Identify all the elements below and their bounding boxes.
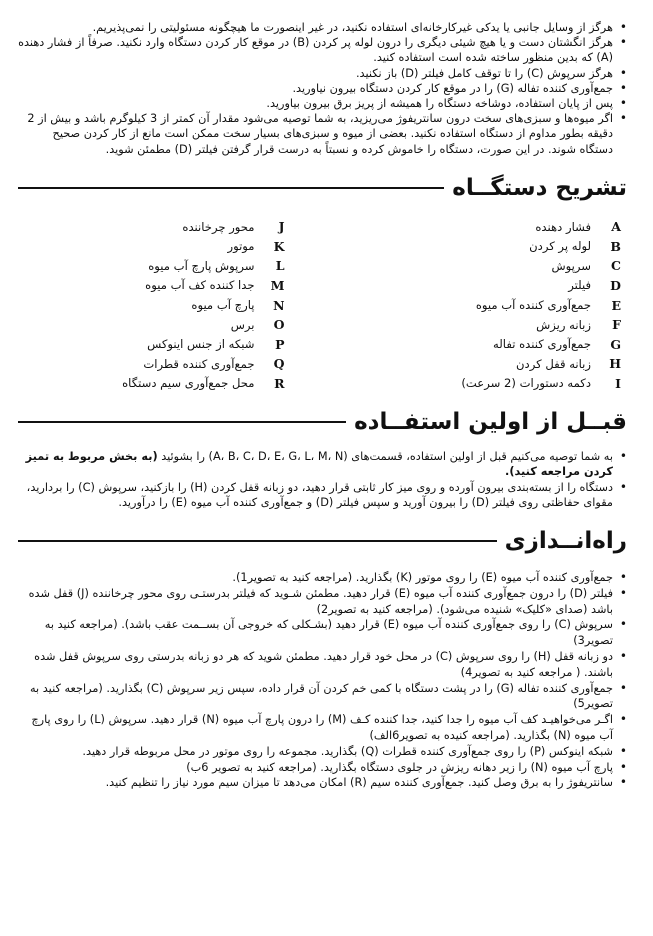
heading-rule [18, 421, 346, 423]
part-letter: E [611, 297, 621, 313]
part-item [355, 256, 622, 276]
heading-rule [18, 187, 444, 189]
part-name: زبانه ریزش [536, 317, 591, 332]
part-name: لوله پر کردن [529, 239, 591, 254]
warning-item: • هرگز از وسایل جانبی یا یدکی غیرکارخانه‌ای استفاده نکنید، در غیر اینصورت ما هیچگونه مسئولیتی را نمی‌پذیریم. [18, 20, 627, 35]
part-name: جمع‌آوری کننده آب میوه [475, 298, 591, 312]
section-heading-installation [18, 528, 627, 554]
part-item [18, 374, 285, 394]
part-letter: L [275, 258, 285, 274]
part-item [18, 315, 285, 335]
install-step: • اگـر می‌خواهیـد کف آب میوه را جدا کنید، جدا کننده کـف (M) را درون پارچ آب میوه (N) قرار دهید. سرپوش (L) را روی پارچ آب میوه (N) بگذارید. (مراجعه کنیده به تصویر6الف) [18, 712, 627, 744]
part-letter: M [270, 277, 285, 293]
part-item [18, 295, 285, 315]
cleaning-reference: (به بخش مربوط به تمیز کردن مراجعه کنید). [25, 450, 613, 479]
install-step: • جمع‌آوری کننده آب میوه (E) را روی موتور (K) بگذارید. (مراجعه کنید به تصویر1). [18, 570, 627, 586]
part-letter: A [611, 219, 621, 235]
part-letter: Q [273, 356, 285, 372]
warning-item: • اگر میوه‌ها و سبزی‌های سخت درون سانتریفوژ می‌ریزید، به شما توصیه می‌شود مقدار آن کمتر از 3 کیلوگرم باشد و بیش از 2 دقیقه بطور مداوم از دستگاه استفاده نکنید. بعضی از میوه و سبزی‌های بسیار سخت ممکن است مانع از کار کردن صحیح دستگاه شوند. در این صورت، دستگاه را خاموش کرده و نسبتاً به درست قرار گرفتن فیلتر (D) مطمئن شوید. [18, 111, 627, 157]
part-item [355, 354, 622, 374]
warning-item: • هرگز انگشتان دست و یا هیچ شیئی دیگری را درون لوله پر کردن (B) در موقع کار کردن دستگاه وارد نکنید. صرفاً از فشار دهنده (A) که بدین منظور ساخته شده است استفاده کنید. [18, 35, 627, 65]
warning-item: • جمع‌آوری کننده تفاله (G) را در موقع کار کردن دستگاه بیرون نیاورید. [18, 81, 627, 96]
install-step: • پارچ آب میوه (N) را زیر دهانه ریزش در جلوی دستگاه بگذارید. (مراجعه کنید به تصویر 6ب) [18, 760, 627, 776]
part-letter: R [274, 375, 285, 391]
section-title: راه‌انــدازی [504, 527, 627, 554]
part-item [355, 276, 622, 296]
before-first-use-list [18, 449, 627, 510]
part-letter: D [610, 277, 621, 293]
part-name: فیلتر [568, 278, 591, 293]
part-letter: P [275, 336, 285, 352]
section-title: قبــل از اولین استفــاده [354, 409, 627, 436]
install-step: • دو زبانه قفل (H) را روی سرپوش (C) در محل خود قرار دهید. مطمئن شوید که هر دو زبانه بدرستی روی سرپوش قفل شده باشند. ( مراجعه کنید به تصویر4) [18, 649, 627, 681]
part-name: محل جمع‌آوری سیم دستگاه [122, 376, 255, 391]
part-letter: B [610, 238, 621, 254]
part-letter: C [611, 258, 621, 274]
section-heading-before-first-use [18, 409, 627, 435]
heading-rule [18, 540, 497, 542]
part-letter: I [615, 375, 621, 391]
install-step: • جمع‌آوری کننده تفاله (G) را در پشت دستگاه با کمی خم کردن آن قرار داده، سپس زیر سرپوش (C) بگذارید. (مراجعه کنید به تصویر5) [18, 681, 627, 713]
part-name: موتور [227, 239, 255, 254]
part-letter: N [273, 297, 285, 313]
before-use-text: به شما توصیه می‌کنیم قبل از اولین استفاده، قسمت‌های (A، B، C، D، E، G، L، M، N) را بشوئید [157, 450, 613, 464]
installation-steps-list [18, 570, 627, 791]
part-name: جدا کننده کف آب میوه [145, 278, 255, 293]
part-item [18, 276, 285, 296]
part-item [18, 217, 285, 237]
part-item [355, 315, 622, 335]
part-name: پارچ آب میوه [191, 298, 255, 312]
install-step: • شبکه اینوکس (P) را روی جمع‌آوری کننده قطرات (Q) بگذارید. مجموعه را روی موتور در محل مربوطه قرار دهید. [18, 744, 627, 760]
part-name: جمع‌آوری کننده قطرات [143, 356, 255, 371]
parts-column-right [325, 217, 622, 393]
part-name: فشار دهنده [535, 219, 591, 234]
install-step: • سانتریفوژ را به برق وصل کنید. جمع‌آوری کننده سیم (R) امکان می‌دهد تا میزان سیم مورد نیاز را تنظیم کنید. [18, 775, 627, 791]
part-letter: H [609, 356, 621, 372]
part-name: زبانه قفل کردن [516, 356, 591, 371]
part-item [355, 334, 622, 354]
part-name: دکمه دستورات (2 سرعت) [461, 376, 591, 391]
before-use-item [18, 449, 627, 479]
warning-item: • پس از پایان استفاده، دوشاخه دستگاه را همیشه از پریز برق بیرون بیاورید. [18, 96, 627, 111]
part-item [355, 295, 622, 315]
safety-warnings-list [18, 20, 627, 157]
part-item [18, 236, 285, 256]
part-name: محور چرخاننده [182, 219, 255, 234]
warning-item: • هرگز سرپوش (C) را تا توقف کامل فیلتر (D) باز نکنید. [18, 66, 627, 81]
part-letter: O [273, 317, 285, 333]
part-letter: K [273, 238, 285, 254]
install-step: • سرپوش (C) را روی جمع‌آوری کننده آب میوه (E) قرار دهید (بشـکلی که خروجی آن بســمت عقب باشد). (مراجعه کنید به تصویر3) [18, 617, 627, 649]
parts-list [18, 217, 627, 393]
part-name: برس [230, 317, 255, 332]
part-name: جمع‌آوری کننده تفاله [493, 337, 591, 352]
part-name: سرپوش پارچ آب میوه [148, 258, 255, 273]
part-name: شبکه از جنس اینوکس [147, 337, 255, 352]
section-title: تشریح دستگــاه [452, 174, 627, 201]
part-item [18, 256, 285, 276]
part-item [18, 334, 285, 354]
part-item [18, 354, 285, 374]
part-letter: F [612, 317, 621, 333]
part-item [355, 236, 622, 256]
section-heading-description [18, 175, 627, 201]
manual-page [18, 20, 627, 926]
part-name: سرپوش [551, 258, 591, 273]
part-item [355, 217, 622, 237]
part-item [355, 374, 622, 394]
part-letter: J [278, 219, 285, 235]
before-use-item: • دستگاه را از بسته‌بندی بیرون آورده و روی میز کار ثابتی قرار دهید، دو زبانه قفل کردن (H) را بازکنید، سرپوش (C) را بردارید، مقوای حفاظتی روی فیلتر (D) را بیرون آورید و سپس فیلتر (D) و جمع‌آوری کننده آب میوه (E) را درآورید. [18, 480, 627, 510]
install-step: • فیلتر (D) را درون جمع‌آوری کننده آب میوه (E) قرار دهید. مطمئن شـوید که فیلتر بدرستـی روی محور چرخاننده (J) قفل شده باشد (صدای «کلیک» شنیده می‌شود). (مراجعه کنید به تصویر2) [18, 586, 627, 618]
parts-column-left [18, 217, 325, 393]
part-letter: G [610, 336, 621, 352]
